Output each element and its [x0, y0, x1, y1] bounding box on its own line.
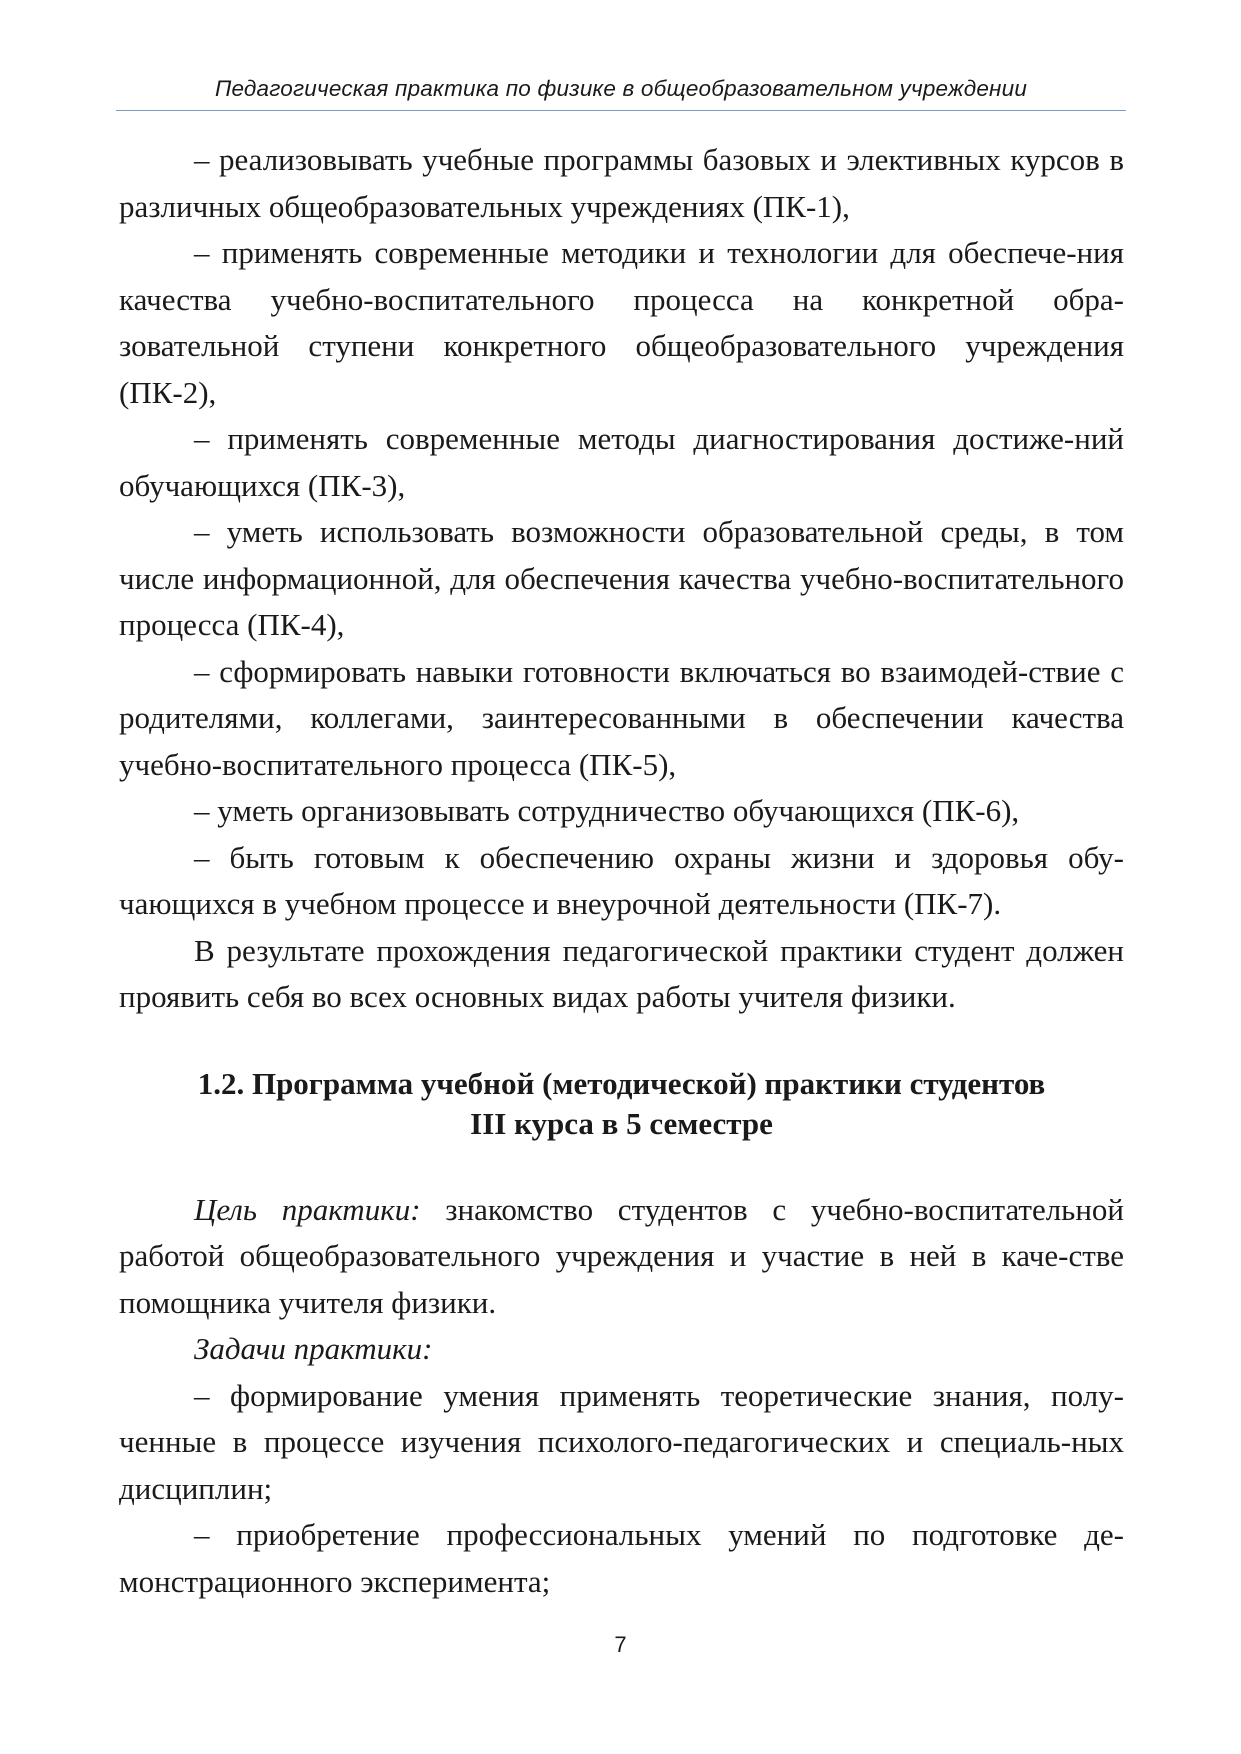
competency-item: – применять современные методы диагностирования достиже-ний обучающихся (ПК-3),: [119, 421, 1124, 503]
result-paragraph: В результате прохождения педагогической практики студент должен проявить себя во всех основных видах работы учителя физики.: [119, 932, 1124, 1014]
section-heading-line: 1.2. Программа учебной (методической) практики студентов: [197, 1065, 1046, 1101]
goal-text: знакомство студентов с учебно-воспитательной работой общеобразовательного учреждения и участие в ней в каче-стве помощника учителя физики.: [119, 1191, 1124, 1320]
task-item: – формирование умения применять теоретические знания, полу-ченные в процессе изучения психолого-педагогических и специаль-ных дисциплин;: [119, 1377, 1124, 1506]
tasks-label: Задачи практики:: [194, 1331, 433, 1366]
goal-label: Цель практики:: [194, 1191, 421, 1227]
competency-item: – применять современные методики и технологии для обеспече-ния качества учебно-воспитательного процесса на конкретной обра-зовательной ступени конкретного общеобразовательного учреждения (ПК-2),: [119, 235, 1124, 410]
goal-paragraph: [119, 1187, 1124, 1327]
page-body: [119, 137, 1124, 1605]
page-number: 7: [614, 1632, 627, 1657]
section-heading-line: III курса в 5 семестре: [470, 1105, 773, 1141]
header-divider: [116, 110, 1126, 111]
competency-item: – сформировать навыки готовности включаться во взаимодей-ствие с родителями, коллегами, заинтересованными в обеспечении качества учебно-воспитательного процесса (ПК-5),: [119, 653, 1124, 782]
competency-item: – уметь использовать возможности образовательной среды, в том числе информационной, для обеспечения качества учебно-воспитательного процесса (ПК-4),: [119, 514, 1124, 642]
tasks-label-paragraph: [119, 1326, 1124, 1373]
task-item: – приобретение профессиональных умений по подготовке де-монстрационного эксперимента;: [119, 1517, 1124, 1599]
running-header: Педагогическая практика по физике в общеобразовательном учреждении: [214, 76, 1028, 101]
competency-item: – реализовывать учебные программы базовых и элективных курсов в различных общеобразовательных учреждениях (ПК-1),: [119, 142, 1124, 224]
competency-item: – уметь организовывать сотрудничество обучающихся (ПК-6),: [194, 793, 1020, 828]
section-heading: [119, 1064, 1124, 1144]
competency-item: – быть готовым к обеспечению охраны жизни и здоровья обу-чающихся в учебном процессе и внеурочной деятельности (ПК-7).: [119, 839, 1124, 921]
